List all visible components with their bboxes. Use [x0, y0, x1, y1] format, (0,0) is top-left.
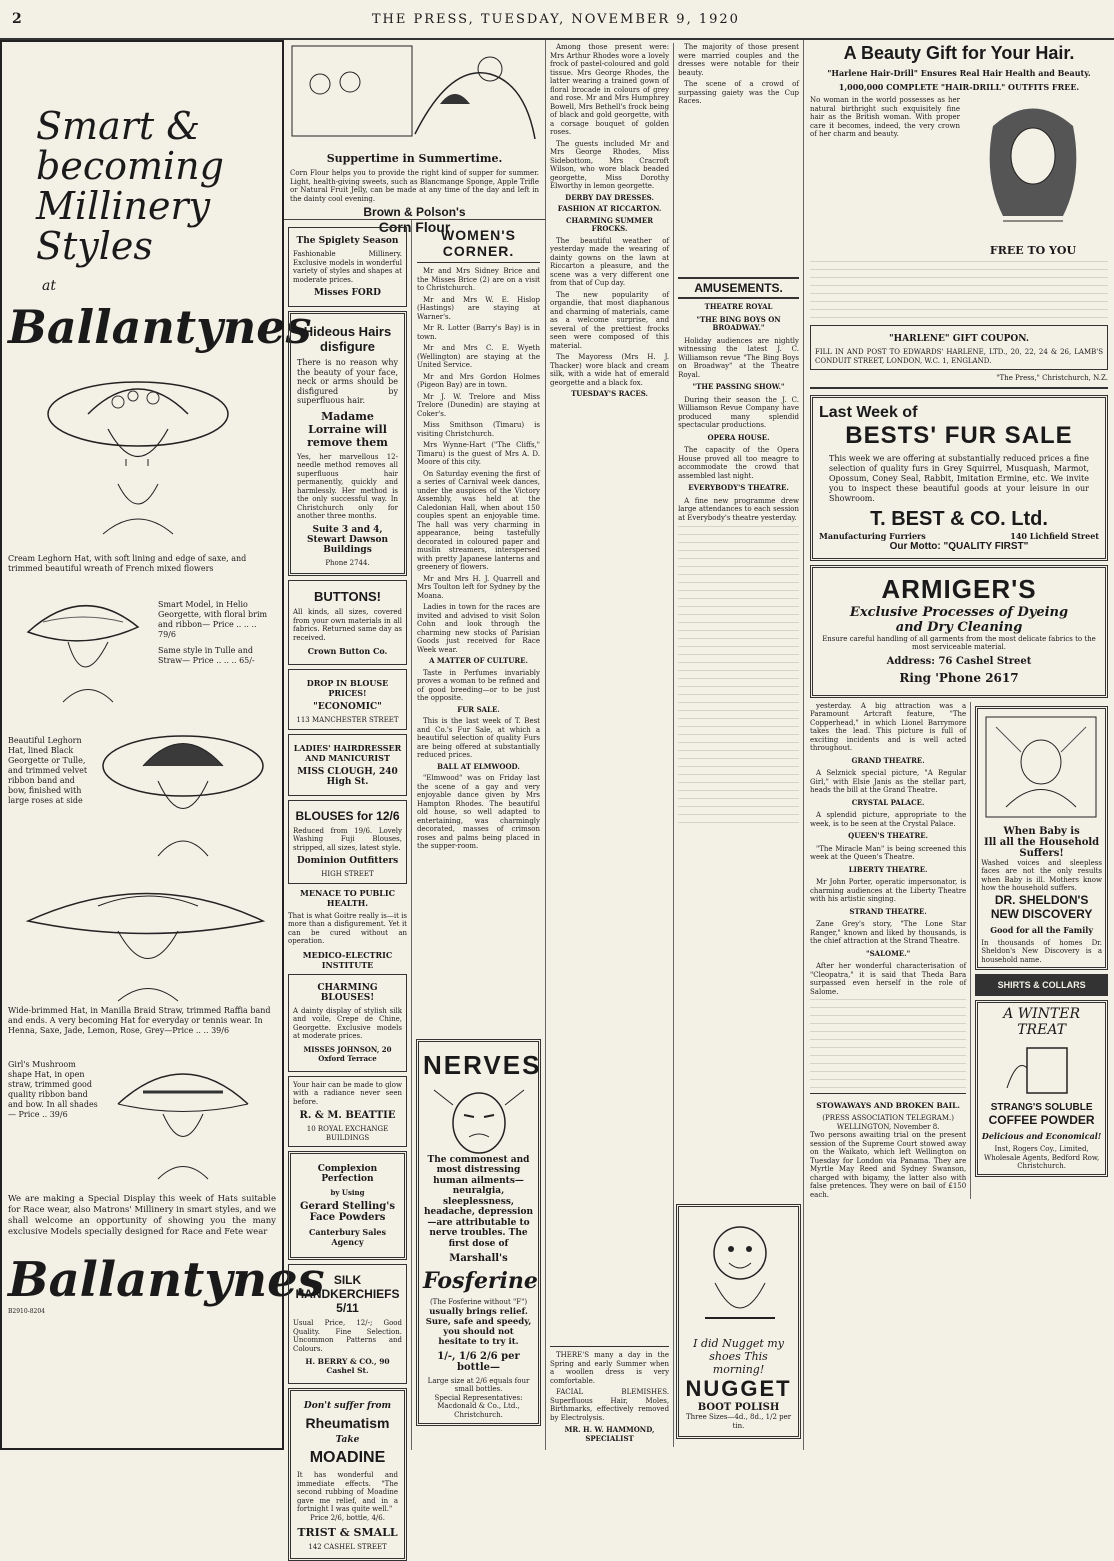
rheum-body: It has wonderful and immediate effects. "The second rubbing of Moadine gave me relief, and in a fortnight I was quite well." [297, 1471, 398, 1513]
fur-sale-ad [810, 395, 1108, 561]
nugget-brand: NUGGET [685, 1376, 792, 1401]
queens-p: "The Miracle Man" is being screened this week at the Queen's Theatre. [810, 844, 967, 861]
armiger-small: Ensure careful handling of all garments from the most delicate fabrics to the most serviceable material. [822, 634, 1096, 651]
coffee-firm: Inst, Rogers Coy., Limited, Wholesale Agents, Bedford Row, Christchurch. [984, 1145, 1100, 1170]
womens-corner-title: WOMEN'S CORNER. [417, 227, 540, 263]
baby-title3: Suffers! [1019, 847, 1064, 859]
hair-title: Hideous Hairs disfigure [303, 324, 392, 354]
armiger-title: ARMIGER'S [881, 573, 1037, 604]
womens-corner-paragraph: Ladies in town for the races are invited and advised to visit Solon Cohn and look through the charming new stocks of Parisian Goods just received for Race Week wear. [417, 603, 540, 654]
ad-code: B2910-8204 [8, 1308, 45, 1315]
caption-2: Smart Model, in Helio Georgette, with floral brim and ribbon— Price .. .. .. 79/6 [158, 600, 268, 639]
society-paragraph: The beautiful weather of yesterday made the wearing of dainty gowns on the lawn at Riccarton a pleasure, and the scene was a very different one from that of Cup day. [550, 236, 670, 287]
liberty-theatre: LIBERTY THEATRE. [848, 864, 928, 874]
nervous-face-illustration [424, 1085, 534, 1155]
baby-title2: Ill all the Household [984, 836, 1100, 848]
society-paragraphs [550, 43, 669, 399]
shirts-ad: SHIRTS & COLLARS [975, 974, 1108, 996]
economic-name: "ECONOMIC" [313, 702, 382, 712]
silk-firm: H. BERRY & CO., 90 Cashel St. [305, 1357, 390, 1375]
ladies-hairdresser-ad [288, 734, 407, 796]
womens-corner-paragraph: BALL AT ELMWOOD. [437, 761, 520, 771]
sick-baby-illustration [981, 712, 1101, 822]
coffee-brand: STRANG'S SOLUBLE [990, 1102, 1093, 1113]
coffee-tin-illustration [997, 1038, 1087, 1098]
nerves-agent: Special Representatives: Macdonald & Co., Ltd., Christchurch. [434, 1393, 523, 1419]
hat-illustration-2 [8, 582, 158, 712]
amusements-p1: Holiday audiences are nightly witnessing the latest J. C. Williamson revue "The Bing Boys on Broadway" at the Theatre Royal. [678, 336, 799, 379]
baby-title1: When Baby is [1003, 825, 1080, 837]
menace-title: MENACE TO PUBLIC HEALTH. [300, 887, 395, 908]
womens-corner-paragraphs [417, 267, 540, 851]
nerves-body: The commonest and most distressing human ailments—neuralgia, sleeplessness, headache, depression—are attributable to nerve troubles. The first dose of [423, 1154, 534, 1249]
salome-p: After her wonderful characterisation of "Cleopatra," it is said that Theda Bara surpassed even herself in the role of Salome. [810, 962, 967, 996]
freckle-ad: FACIAL BLEMISHES. Superfluous Hair, Moles, Birthmarks, effectively removed by Electrolysis. [550, 1388, 670, 1422]
nugget-prices: Three Sizes—4d., 8d., 1/2 per tin. [685, 1413, 792, 1430]
nerves-brand: Marshall's [449, 1253, 508, 1264]
cornflour-ad [284, 40, 546, 235]
millinery-at: at [42, 278, 56, 294]
news-column [546, 40, 804, 1450]
rheum-word: Rheumatism [305, 1415, 390, 1431]
nerves-price2: Large size at 2/6 equals four small bottles. [427, 1376, 530, 1393]
sheldon-tail: In thousands of homes Dr. Sheldon's New Discovery is a household name. [981, 938, 1102, 964]
dr-sheldon-ad [975, 706, 1108, 971]
blouses-title: BLOUSES for 12/6 [295, 808, 400, 823]
blouses-firm: Dominion Outfitters [296, 856, 399, 866]
caption-4: Wide-brimmed Hat, in Manilla Braid Straw, trimmed Raffia band and ends. A very becoming Hat for everyday or tennis wear. In Henna, Saxe, Jade, Lemon, Rose, Grey—Price .. .. 39/6 [8, 1006, 271, 1035]
stowaways-article [810, 1093, 966, 1199]
johnson-name: MISSES JOHNSON, 20 Oxford Terrace [303, 1044, 392, 1063]
nerves-product: Fosferine [423, 1268, 538, 1294]
passing-show: "THE PASSING SHOW." [692, 382, 785, 391]
crystal-palace: CRYSTAL PALACE. [851, 797, 925, 807]
charming-body: A dainty display of stylish silk and voile, Crepe de Chine, Georgette. Exclusive models at moderate prices. [293, 1006, 402, 1040]
beattie-addr: 10 ROYAL EXCHANGE BUILDINGS [306, 1125, 389, 1142]
ladies-name: MISS CLOUGH, 240 High St. [297, 766, 398, 787]
nerves-body2: usually brings relief. Sure, safe and speedy, you should not hesitate to try it. [425, 1306, 532, 1347]
sheldon-tag: Good for all the Family [990, 924, 1093, 935]
harlene-woman-illustration [963, 96, 1103, 236]
beattie-ad [288, 1076, 407, 1148]
liberty-p: Mr John Porter, operatic impersonator, is charming audiences at the Liberty Theatre with his artistic singing. [810, 878, 967, 903]
coffee-heading: A WINTER TREAT [1003, 1006, 1081, 1038]
stowaways-place: WELLINGTON, November 8. [836, 1122, 940, 1131]
classified-ads [284, 220, 412, 1551]
strand-p: Zane Grey's story, "The Lone Star Ranger," known and liked by thousands, is the chief attraction at the Strand Theatre. [810, 920, 967, 945]
harlene-free: FREE TO YOU [989, 244, 1077, 257]
silk-title: SILK HANDKERCHIEFS 5/11 [295, 1273, 400, 1315]
menace-body: That is what Goitre really is—it is more than a disfigurement. Yet it can be cured without an operation. [288, 911, 407, 945]
salome: "SALOME." [865, 948, 911, 958]
harlene-coupon [810, 325, 1108, 370]
amusements-p4: A fine new programme drew large attendances to each session at Everybody's theatre yesterday. [678, 496, 799, 522]
spiglety-body: Fashionable Millinery. Exclusive models in wonderful variety of styles and shapes at moderate prices. [293, 250, 402, 284]
womens-corner-paragraph: Mr and Mrs C. E. Wyeth (Wellington) are staying at the United Service. [417, 344, 540, 369]
buttons-firm: Crown Button Co. [307, 646, 388, 656]
beattie-name: R. & M. BEATTIE [299, 1110, 396, 1121]
opera-house: OPERA HOUSE. [707, 432, 770, 442]
sheldon-brand: DR. SHELDON'S [994, 892, 1089, 907]
charming-blouses-ad [288, 974, 407, 1072]
masthead-title: THE PRESS, TUESDAY, NOVEMBER 9, 1920 [371, 11, 740, 27]
rheum-title: Don't suffer from [303, 1401, 392, 1411]
everybodys: EVERYBODY'S THEATRE. [688, 483, 789, 492]
page-number: 2 [12, 11, 24, 27]
cornflour-body: Corn Flour helps you to provide the right kind of supper for summer. Light, health-giving sweets, such as Blancmange Sponge, Apple Trifle or Natural Fruit Jelly, can be made at any time of the day and left in the dainty cool evening. [290, 169, 539, 203]
grand-p: A Selznick special picture, "A Regular Girl," with Elsie Janis as the stellar part, heads the bill at the Grand Theatre. [810, 769, 967, 794]
blouses-body: Reduced from 19/6. Lovely Washing Fuji Blouses, stripped, all sizes, latest style. [293, 826, 402, 852]
fur-title: BESTS' FUR SALE [845, 421, 1073, 449]
nugget-product: BOOT POLISH [697, 1402, 780, 1413]
fur-address: 140 Lichfield Street [1010, 530, 1099, 541]
freckle-name: MR. H. W. HAMMOND, SPECIALIST [564, 1425, 655, 1443]
complexion-firm: Canterbury Sales Agency [308, 1227, 387, 1247]
right-column [804, 40, 1114, 1450]
col3-extra-para-2: The scene of a crowd of surpassing gaiety was the Cup Races. [678, 80, 799, 105]
nerves-ad [416, 1039, 541, 1427]
cornflour-headline: Suppertime in Summertime. [326, 152, 503, 165]
society-news [546, 43, 674, 1447]
complexion-ad [288, 1151, 407, 1260]
theatre-royal: THEATRE ROYAL [704, 302, 773, 311]
nerves-price: 1/-, 1/6 2/6 per bottle— [437, 1350, 520, 1373]
dense-text-block [678, 526, 799, 826]
womens-corner-paragraph: FUR SALE. [457, 704, 500, 714]
harlene-body: No woman in the world possesses as her natural birthright such exquisitely fine hair as the British woman. With proper care it becomes, indeed, the very crown of her charm and beauty. [810, 96, 960, 138]
rheum-firm: TRIST & SMALL [297, 1526, 398, 1539]
right-ads [971, 702, 1108, 1200]
womens-corner-paragraph: Miss Smithson (Timaru) is visiting Christchurch. [417, 421, 540, 438]
moadine-ad [288, 1388, 407, 1561]
harlene-footer: "The Press," Christchurch, N.Z. [996, 374, 1108, 382]
amusements-title: AMUSEMENTS. [678, 277, 799, 299]
ballantynes-ad [0, 40, 325, 1450]
complexion-product: Gerard Stelling's Face Powders [300, 1201, 395, 1223]
stowaways-dateline: (PRESS ASSOCIATION TELEGRAM.) [822, 1114, 954, 1122]
amusements-p3: The capacity of the Opera House proved all too meagre to accommodate the crowd that assembled last night. [678, 446, 799, 480]
spiglety-title: The Spiglety Season [296, 236, 399, 246]
supper-illustration [290, 44, 540, 144]
society-paragraph: DERBY DAY DRESSES. [565, 192, 654, 202]
cinema-news [810, 702, 971, 1200]
society-paragraph: Among those present were: Mrs Arthur Rhodes wore a lovely frock of pastel-coloured and gold tissue. Mrs George Rhodes, the latter wearing a trained gown of floral brocade in colours of grey and rose. Mr and Mrs Humphrey Bowell, Mrs Bethell's frock being of black and gold georgette, with a corsage bouquet of golden roses. [550, 43, 670, 136]
fur-firm-sub: Manufacturing Furriers [819, 530, 926, 541]
blouses-ad [288, 800, 407, 884]
womens-corner-paragraph: This is the last week of T. Best and Co.'s Fur Sale, at which a beautiful selection of quality Furs are being offered at substantially reduced prices. [417, 717, 540, 759]
stowaways-title: STOWAWAYS AND BROKEN BAIL. [816, 1101, 961, 1110]
hair-small: Yes, her marvellous 12-needle method removes all superfluous hair permanently, quickly and harmlessly. Her method is the only successful way. In Christchurch only for another three months. [297, 452, 398, 520]
caption-3: Beautiful Leghorn Hat, lined Black Georgette or Tulle, and trimmed velvet ribbon band and bow, finished with large roses at side [8, 736, 88, 805]
hat-illustration-5 [98, 1044, 268, 1184]
strand-theatre: STRAND THEATRE. [849, 906, 927, 916]
rheum-addr: 142 CASHEL STREET [308, 1543, 387, 1551]
society-paragraph: The guests included Mr and Mrs George Rhodes, Miss Sidebottom, Mrs Cracroft Wilson, who wore black beaded georgette, Miss Dorothy Elworthy in lemon georgette. [550, 139, 670, 190]
hat-illustration-1 [8, 354, 278, 554]
amusements-top-text [678, 43, 799, 273]
millinery-footer-text: We are making a Special Display this week of Hats suitable for Race wear, also Matrons' Millinery in smart styles, and we shall welcome an opportunity of showing you the many exclusive Models specially designed for Race and Fete wear [8, 1194, 276, 1237]
cinema-text-block [810, 999, 966, 1089]
coffee-tag: Delicious and Economical! [981, 1131, 1102, 1141]
hair-name: Madame Lorraine will remove them [307, 409, 388, 449]
womens-corner-paragraph: Mr R. Lotter (Barry's Bay) is in town. [417, 324, 540, 341]
millinery-headline-1: Smart & becoming [36, 104, 224, 188]
womens-corner-paragraph: Mr and Mrs Sidney Brice and the Misses Brice (2) are on a visit to Christchurch. [417, 267, 540, 292]
armiger-sub1: Exclusive Processes of Dyeing [849, 604, 1069, 620]
nerves-tagline: (The Fosferine without "F") [429, 1298, 528, 1306]
hair-phone: Phone 2744. [325, 558, 370, 567]
caption-2b: Same style in Tulle and Straw— Price .. .. .. 65/- [158, 646, 255, 665]
society-paragraph: FASHION AT RICCARTON. [557, 204, 662, 213]
armiger-sub2: and Dry Cleaning [895, 619, 1023, 635]
hat-illustration-4 [8, 866, 278, 1006]
queens-theatre: QUEEN'S THEATRE. [848, 831, 929, 840]
store-name-footer: Ballantynes [8, 1252, 325, 1308]
harlene-subtitle: "Harlene Hair-Drill" Ensures Real Hair Health and Beauty. [827, 68, 1091, 78]
hat-illustration-3 [88, 716, 268, 866]
womens-corner-paragraph: Mr and Mrs W. E. Hislop (Hastings) are staying at Warner's. [417, 295, 540, 321]
baby-body: Washed voices and sleepless faces are not the only results when Baby is ill. Mothers know how the household suffers. [981, 858, 1102, 892]
ladies-title: LADIES' HAIRDRESSER AND MANICURIST [293, 742, 402, 763]
spiglety-ad [288, 227, 407, 307]
complexion-title: Complexion Perfection [317, 1164, 378, 1184]
harlene-coupon-body: FILL IN AND POST TO EDWARDS' HARLENE, LTD., 20, 22, 24 & 26, LAMB'S CONDUIT STREET, LONDON, W.C. 1, ENGLAND. [815, 348, 1103, 365]
womens-corner-paragraph: A MATTER OF CULTURE. [429, 656, 528, 665]
amusements [674, 43, 803, 1447]
nugget-caption: I did Nugget my shoes This morning! [693, 1337, 784, 1376]
store-name: Ballantynes [8, 300, 312, 354]
fur-motto: Our Motto: "QUALITY FIRST" [889, 540, 1029, 552]
buttons-body: All kinds, all sizes, covered from your own materials in all fabrics. Returned same day as received. [293, 608, 402, 642]
there-ad: THERE'S many a day in the Spring and early Summer when a woollen dress is very comfortable. [550, 1351, 670, 1385]
economic-ad [288, 669, 407, 730]
womens-corner-paragraph: Taste in Perfumes invariably proves a woman to be refined and of good breeding—or to be just the opposite. [417, 668, 540, 702]
caption-1: Cream Leghorn Hat, with soft lining and edge of saxe, and trimmed beautiful wreath of French mixed flowers [8, 554, 247, 573]
spiglety-firm: Misses FORD [314, 288, 381, 298]
coffee-product: COFFEE POWDER [988, 1113, 1095, 1127]
strangs-coffee-ad [975, 1000, 1108, 1177]
womens-corner-paragraph: Mrs Wynne-Hart ("The Cliffs," Timaru) is the guest of Mrs A. D. Moore of this city. [417, 441, 540, 466]
sheldon-brand2: NEW DISCOVERY [990, 906, 1093, 921]
masthead [0, 0, 1114, 40]
society-paragraph: TUESDAY'S RACES. [571, 389, 648, 398]
beattie-intro: Your hair can be made to glow with a radiance never seen before. [293, 1080, 402, 1106]
harlene-coupon-title: "HARLENE" GIFT COUPON. [888, 334, 1030, 344]
armiger-phone: Ring 'Phone 2617 [899, 670, 1019, 685]
buttons-ad [288, 580, 407, 665]
nugget-illustration [685, 1213, 795, 1333]
blouses-street: HIGH STREET [321, 870, 374, 878]
caption-5: Girl's Mushroom shape Hat, in open straw, trimmed good quality ribbon band and bow. In all shades— Price .. 39/6 [8, 1060, 98, 1119]
hair-address: Suite 3 and 4, Stewart Dawson Buildings [307, 524, 388, 555]
blouse-drop: DROP IN BLOUSE PRICES! [306, 678, 389, 698]
fur-kicker: Last Week of [819, 403, 918, 421]
bing-boys: "THE BING BOYS ON BROADWAY." [696, 314, 781, 332]
armiger-ad [810, 565, 1108, 698]
womens-corner [412, 220, 546, 1450]
economic-addr: 113 MANCHESTER STREET [296, 716, 399, 724]
society-paragraph: The Mayoress (Mrs H. J. Thacker) wore black and cream silk, with a wide hat of emerald georgette and a black fox. [550, 353, 670, 387]
cinema-p1: yesterday. A big attraction was a Paramount Artcraft feature, "The Copperhead," in which Lionel Barrymore takes the lead. This picture is full of exciting incidents and is well acted throughout. [810, 701, 967, 752]
nerves-title: NERVES [423, 1049, 542, 1080]
cornflour-product: Corn Flour [378, 219, 451, 235]
harlene-text-block [810, 261, 1108, 321]
cornflour-brand: Brown & Polson's [363, 205, 466, 219]
rheum-price: Price 2/6, bottle, 4/6. [310, 1513, 385, 1522]
fur-firm: T. BEST & CO. Ltd. [870, 507, 1048, 530]
silk-ad [288, 1264, 407, 1384]
society-paragraph: CHARMING SUMMER FROCKS. [565, 215, 654, 233]
silk-body: Usual Price, 12/-; Good Quality. Fine Selection. Uncommon Patterns and Colours. [293, 1319, 402, 1353]
womens-corner-paragraph: On Saturday evening the first of a series of Carnival week dances, under the auspices of the Victory Assembly, was held at the Caledonian Hall, when about 150 couples spent an enjoyable time. The hall was very charming in appearance, being tastefully decorated in coloured paper and muslin streamers, interspersed with pretty Japanese lanterns and greenery of flowers. [417, 469, 540, 571]
womens-corner-paragraph: Mr J. W. Trelore and Miss Trelore (Dunedin) are staying at Coker's. [417, 392, 540, 418]
complexion-by: by Using [330, 1188, 365, 1197]
harlene-ad [810, 43, 1108, 389]
millinery-headline-2: Millinery Styles [36, 184, 211, 268]
womens-corner-paragraph: "Elmwood" was on Friday last the scene of a gay and very enjoyable dance given by Mrs Hampton Rhodes. The beautiful old house, so well adapted to entertaining, was charmingly decorated, masses of crimson roses and palms being placed in the supper-room. [417, 774, 540, 850]
grand-theatre: GRAND THEATRE. [851, 755, 925, 765]
medico-name: MEDICO-ELECTRIC INSTITUTE [302, 949, 393, 970]
harlene-title: A Beauty Gift for Your Hair. [843, 43, 1075, 63]
small-ads-bottom [550, 1346, 669, 1447]
fur-body: This week we are offering at substantially reduced prices a fine selection of quality furs in Grey Squirrel, Musquash, Marmot, Opossum, Coney Seal, Rabbit, Imitation Ermine, etc. We invite you to inspect these beautiful goods at your leisure in our Showroom. [829, 453, 1089, 503]
society-paragraph: The new popularity of organdie, that most diaphanous and charming of materials, came as a welcome surprise, and several of the prettiest frocks seen were composed of this material. [550, 290, 670, 350]
charming-title: CHARMING BLOUSES! [317, 982, 378, 1003]
rheum-take: Take [335, 1435, 360, 1445]
hair-body: There is no reason why the beauty of your face, neck or arms should be disfigured by superfluous hair. [297, 358, 398, 405]
womens-corner-paragraph: Mr and Mrs Gordon Holmes (Pigeon Bay) are in town. [417, 372, 540, 389]
nugget-ad [676, 1204, 801, 1439]
col3-extra-para: The majority of those present were married couples and the dresses were notable for their beauty. [678, 43, 799, 77]
stowaways-body: Two persons awaiting trial on the present session of the Supreme Court stowed away on the Waikato, which left Wellington on Tuesday for London via Panama. They are Myrtle May Reed and Sydney Swanson, charged with bigamy, the latter also with false pretences. They were on bail of £150 each. [810, 1131, 967, 1199]
amusements-p2: During their season the J. C. Williamson Revue Company have produced many splendid spectacular productions. [678, 395, 799, 429]
harlene-offer: 1,000,000 COMPLETE "HAIR-DRILL" OUTFITS FREE. [838, 82, 1080, 92]
womens-corner-paragraph: Mr and Mrs H. J. Quarrell and Mrs Toulton left for Sydney by the Moana. [417, 574, 540, 600]
crystal-p: A splendid picture, appropriate to the week, is to be seen at the Crystal Palace. [810, 811, 967, 828]
buttons-title: BUTTONS! [314, 589, 381, 604]
armiger-addr: Address: 76 Cashel Street [886, 655, 1032, 667]
hair-removal-ad [288, 311, 407, 576]
rheum-product: MOADINE [309, 1449, 386, 1466]
